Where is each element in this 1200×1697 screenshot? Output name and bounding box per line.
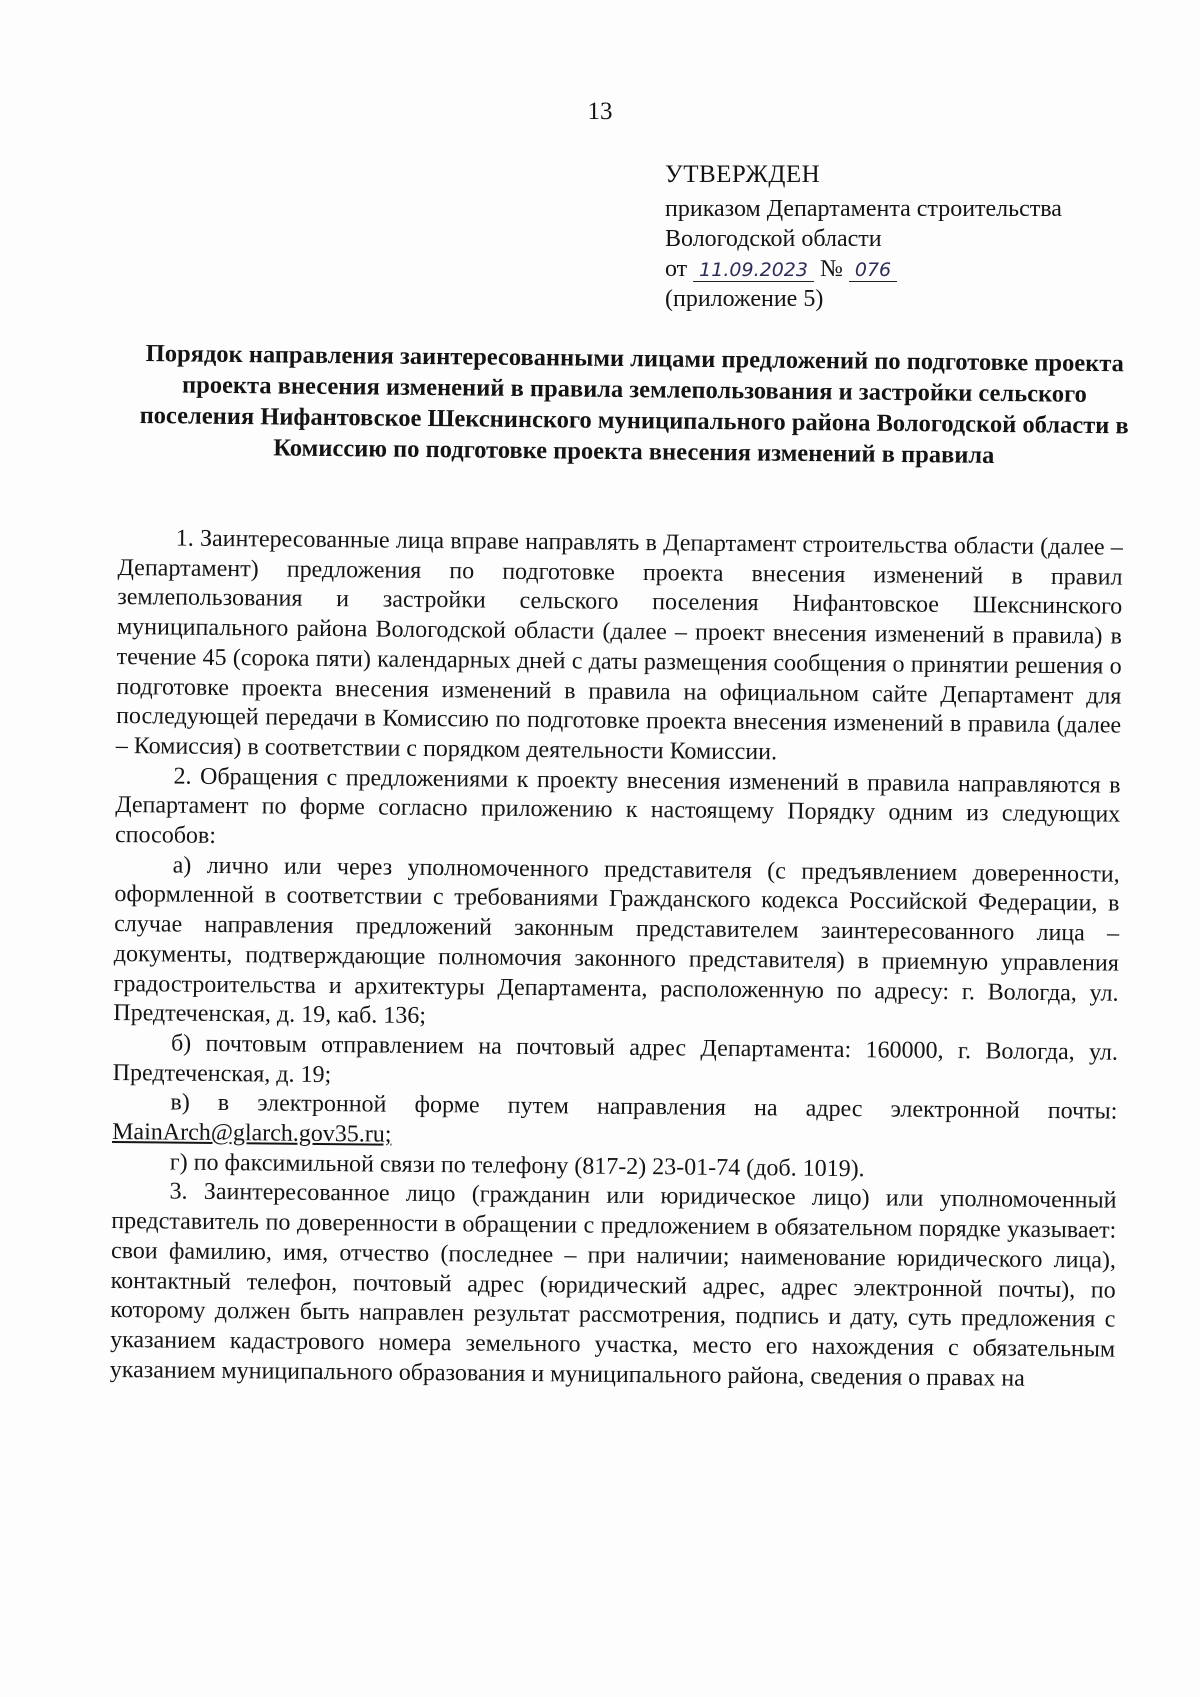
paragraph-2v-text: в) в электронной форме путем направления на адрес электронной почты:	[170, 1089, 1118, 1125]
document-title: Порядок направления заинтересованными лицами предложений по подготовке проекта проекта внесения изменений в правила землепользования и застройки сельского поселения Нифантовское Шекснинского муниципального района Вологодской области в Комиссию по подготовке проекта внесения изменений в правила	[139, 340, 1129, 469]
number-sign: №	[819, 256, 843, 282]
approval-order-line: приказом Департамента строительства	[665, 196, 1062, 222]
approval-region-line: Вологодской области	[665, 226, 882, 252]
email-link[interactable]: MainArch@glarch.gov35.ru;	[112, 1119, 392, 1148]
approval-block	[665, 160, 1145, 314]
approval-appendix: (приложение 5)	[665, 286, 824, 312]
date-prefix: от	[665, 256, 688, 282]
handwritten-number: 076	[849, 259, 897, 282]
paragraph-3: 3. Заинтересованное лицо (гражданин или юридическое лицо) или уполномоченный представитель по доверенности в обращении с предложением в обязательном порядке указывает: свои фамилию, имя, отчество (последнее – при наличии; наименование юридического лица), контактный телефон, почтовый адрес (юридический адрес, адрес электронной почты), по которому должен быть направлен результат рассмотрения, подпись и дату, суть предложения с указанием кадастрового номера земельного участка, место его нахождения с обязательным указанием муниципального образования и муниципального района, сведения о правах на	[109, 1178, 1117, 1392]
paragraph-2g: г) по факсимильной связи по телефону (817-2) 23-01-74 (доб. 1019).	[169, 1149, 865, 1182]
paragraph-2b: б) почтовым отправлением на почтовый адрес Департамента: 160000, г. Вологда, ул. Предтеченская, д. 19;	[112, 1030, 1119, 1088]
approval-date-line	[665, 254, 1145, 284]
approval-stamp: УТВЕРЖДЕН	[665, 161, 821, 188]
document-body	[110, 524, 1123, 1395]
paragraph-2a: а) лично или через уполномоченного представителя (с предъявлением доверенности, оформленной в соответствии с требованиями Гражданского кодекса Российской Федерации, в случае направления предложений законным представителем заинтересованного лица – документы, подтверждающие полномочия законного представителя) в приемную управления градостроительства и архитектуры Департамента, расположенную по адресу: г. Вологда, ул. Предтеченская, д. 19, каб. 136;	[113, 852, 1120, 1030]
paragraph-1: 1. Заинтересованные лица вправе направлять в Департамент строительства области (далее – Департамент) предложения по подготовке проекта внесения изменений в правил землепользования и застройки сельского поселения Нифантовское Шекснинского муниципального района Вологодской области (далее – проект внесения изменений в правила) в течение 45 (сорока пяти) календарных дней с даты размещения сообщения о принятии решения о подготовке проекта внесения изменений в правила на официальном сайте Департамент для последующей передачи в Комиссию по подготовке проекта внесения изменений в правила (далее – Комиссия) в соответствии с порядком деятельности Комиссии.	[115, 525, 1123, 766]
page-number: 13	[587, 98, 613, 125]
paragraph-2v	[112, 1088, 1118, 1157]
paragraph-2: 2. Обращения с предложениями к проекту внесения изменений в правила направляются в Департамент по форме согласно приложению к настоящему Порядку одним из следующих способов:	[114, 763, 1121, 849]
handwritten-date: 11.09.2023	[693, 259, 814, 282]
